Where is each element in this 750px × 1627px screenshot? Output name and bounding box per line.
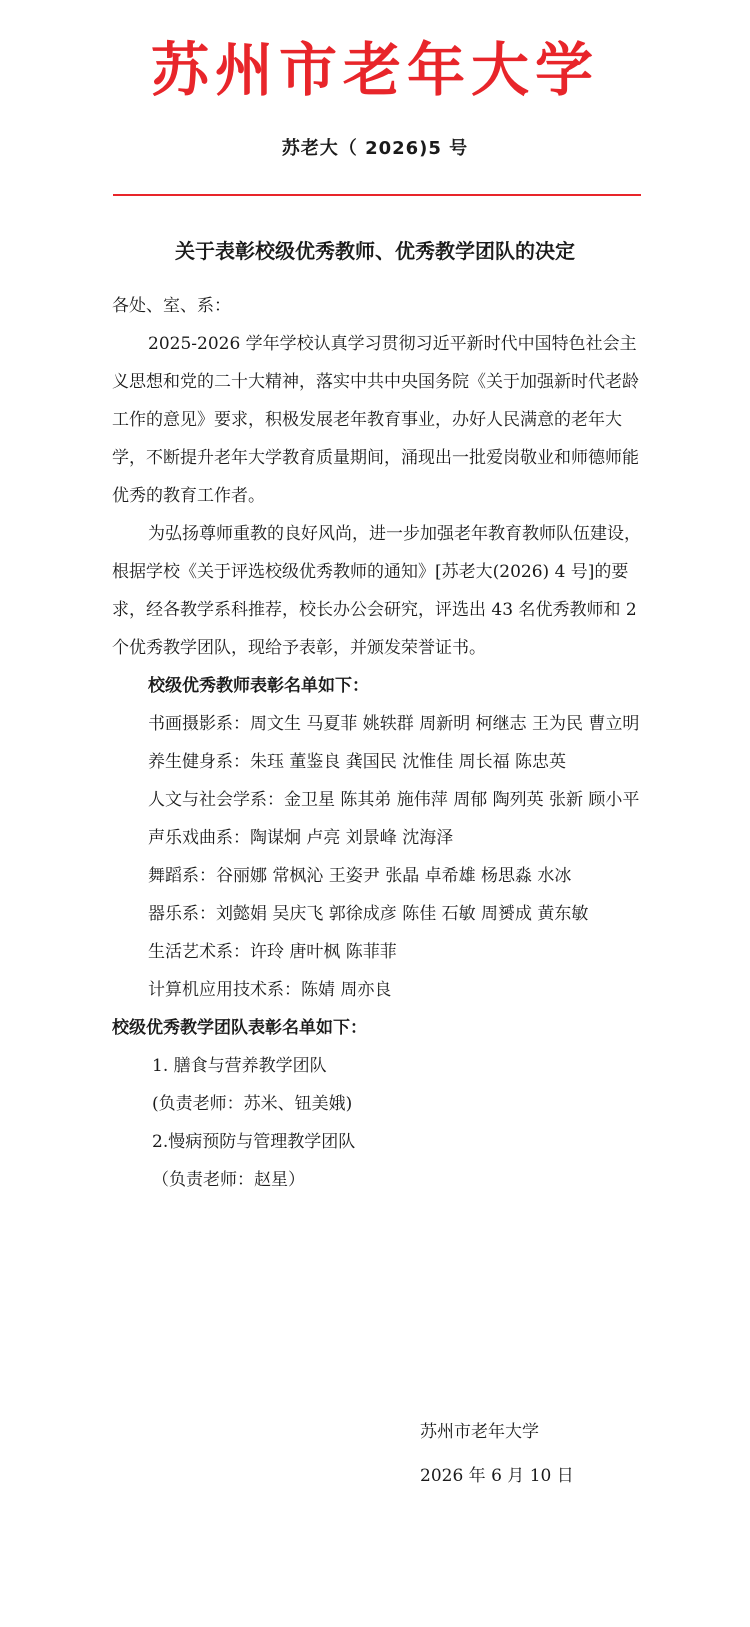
department-line: 器乐系：刘懿娟 吴庆飞 郭徐成彦 陈佳 石敏 周赟成 黄东敏 xyxy=(148,904,589,924)
teachers-heading: 校级优秀教师表彰名单如下： xyxy=(148,676,369,696)
signature-org: 苏州市老年大学 xyxy=(420,1422,539,1442)
salutation: 各处、室、系： xyxy=(112,296,231,316)
document-body xyxy=(112,287,642,1199)
paragraph-1: 2025-2026 学年学校认真学习贯彻习近平新时代中国特色社会主义思想和党的二十大精神，落实中共中央国务院《关于加强新时代老龄工作的意见》要求，积极发展老年教育事业，办好人民满意的老年大学，不断提升老年大学教育质量期间，涌现出一批爱岗敬业和师德师能优秀的教育工作者。 xyxy=(112,334,639,506)
team-name: 2.慢病预防与管理教学团队 xyxy=(152,1132,356,1152)
department-line: 书画摄影系：周文生 马夏菲 姚轶群 周新明 柯继志 王为民 曹立明 xyxy=(148,714,640,734)
teams-heading: 校级优秀教学团队表彰名单如下： xyxy=(112,1018,367,1038)
department-line: 计算机应用技术系：陈婧 周亦良 xyxy=(148,980,392,1000)
team-leader: （负责老师：赵星） xyxy=(152,1170,305,1190)
department-line: 舞蹈系：谷丽娜 常枫沁 王姿尹 张晶 卓希雄 杨思淼 水冰 xyxy=(148,866,572,886)
paragraph-2: 为弘扬尊师重教的良好风尚，进一步加强老年教育教师队伍建设，根据学校《关于评选校级优秀教师的通知》[苏老大(2026) 4 号]的要求，经各教学系科推荐，校长办公会研究，评选出 43 名优秀教师和 2 个优秀教学团队，现给予表彰，并颁发荣誉证书。 xyxy=(112,524,641,658)
department-line: 养生健身系：朱珏 董鉴良 龚国民 沈惟佳 周长福 陈忠英 xyxy=(148,752,567,772)
masthead-org-name: 苏州市老年大学 xyxy=(150,36,599,104)
document-title: 关于表彰校级优秀教师、优秀教学团队的决定 xyxy=(175,239,575,263)
department-line: 声乐戏曲系：陶谋炯 卢亮 刘景峰 沈海泽 xyxy=(148,828,454,848)
department-line: 人文与社会学系：金卫星 陈其弟 施伟萍 周郁 陶列英 张新 顾小平 xyxy=(148,790,640,810)
team-leader: (负责老师：苏米、钮美娥) xyxy=(152,1094,353,1114)
department-line: 生活艺术系：许玲 唐叶枫 陈菲菲 xyxy=(148,942,397,962)
signature-date: 2026 年 6 月 10 日 xyxy=(420,1466,574,1486)
team-name: 1. 膳食与营养教学团队 xyxy=(152,1056,327,1076)
signature-block xyxy=(420,1410,650,1498)
red-divider xyxy=(113,194,641,196)
document-number: 苏老大（ 2026)5 号 xyxy=(281,138,469,159)
